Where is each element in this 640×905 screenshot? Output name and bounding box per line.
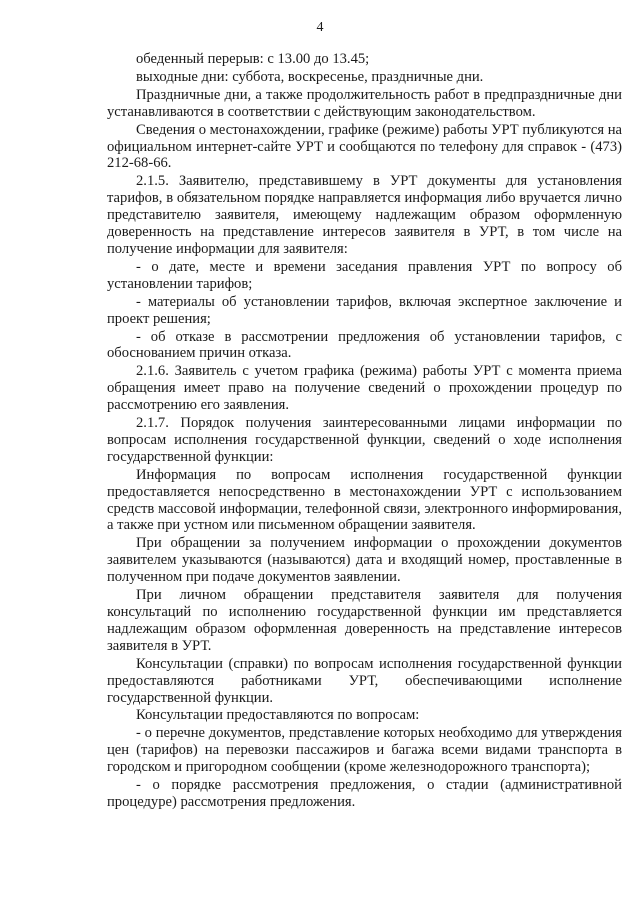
paragraph-lunch-break: обеденный перерыв: с 13.00 до 13.45; bbox=[136, 51, 370, 67]
page-number: 4 bbox=[316, 20, 324, 35]
paragraph-2-1-5: 2.1.5. Заявителю, представившему в УРТ документы для установления тарифов, в обязательном порядке направляется информация либо вручается лично представителю заявителя, имеющему надлежащим образом оформленную доверенность на представление интересов заявителя в УРТ, в том числе на получение информации для заявителя: bbox=[107, 173, 622, 257]
paragraph-2-1-7: 2.1.7. Порядок получения заинтересованными лицами информации по вопросам исполнения государственной функции, сведений о ходе исполнения государственной функции: bbox=[107, 415, 622, 465]
paragraph-consultation-topics: Консультации предоставляются по вопросам: bbox=[136, 707, 420, 724]
paragraph-information: Информация по вопросам исполнения государственной функции предоставляется непосредственно в местонахождении УРТ с использованием средств массовой информации, телефонной связи, электронного информирования, а также при устном или письменном обращении заявителя. bbox=[107, 466, 622, 534]
list-item-procedure: - о порядке рассмотрения предложения, о стадии (административной процедуре) рассмотрения предложения. bbox=[107, 777, 622, 810]
document-body bbox=[107, 51, 622, 811]
list-item-documents: - о перечне документов, представление которых необходимо для утверждения цен (тарифов) на перевозки пассажиров и багажа всеми видами транспорта в городском и пригородном сообщении (кроме железнодорожного транспорта); bbox=[107, 725, 622, 776]
paragraph-days-off: выходные дни: суббота, воскресенье, праздничные дни. bbox=[136, 68, 484, 85]
paragraph-personal-request: При личном обращении представителя заявителя для получения консультаций по исполнению государственной функции им представляется надлежащим образом оформленная доверенность на представление интересов заявителя в УРТ. bbox=[107, 587, 622, 654]
paragraph-document-status: При обращении за получением информации о прохождении документов заявителем указываются (называются) дата и входящий номер, проставленные в полученном при подаче документов заявлении. bbox=[107, 535, 622, 586]
paragraph-contact-info: Сведения о местонахождении, графике (режиме) работы УРТ публикуются на официальном интернет-сайте УРТ и сообщаются по телефону для справок - (473) 212-68-66. bbox=[107, 121, 622, 172]
list-item-materials: - материалы об установлении тарифов, включая экспертное заключение и проект решения; bbox=[107, 293, 622, 327]
list-item-refusal: - об отказе в рассмотрении предложения об установлении тарифов, с обоснованием причин отказа. bbox=[107, 328, 622, 362]
paragraph-holidays: Праздничные дни, а также продолжительность работ в предпраздничные дни устанавливаются в соответствии с действующим законодательством. bbox=[107, 86, 622, 120]
paragraph-2-1-6: 2.1.6. Заявитель с учетом графика (режима) работы УРТ с момента приема обращения имеет право на получение сведений о прохождении процедур по рассмотрению его заявления. bbox=[107, 363, 622, 414]
list-item-meeting-date: - о дате, месте и времени заседания правления УРТ по вопросу об установлении тарифов; bbox=[107, 258, 622, 292]
paragraph-consultations: Консультации (справки) по вопросам исполнения государственной функции предоставляются работниками УРТ, обеспечивающими исполнение государственной функции. bbox=[107, 655, 622, 706]
